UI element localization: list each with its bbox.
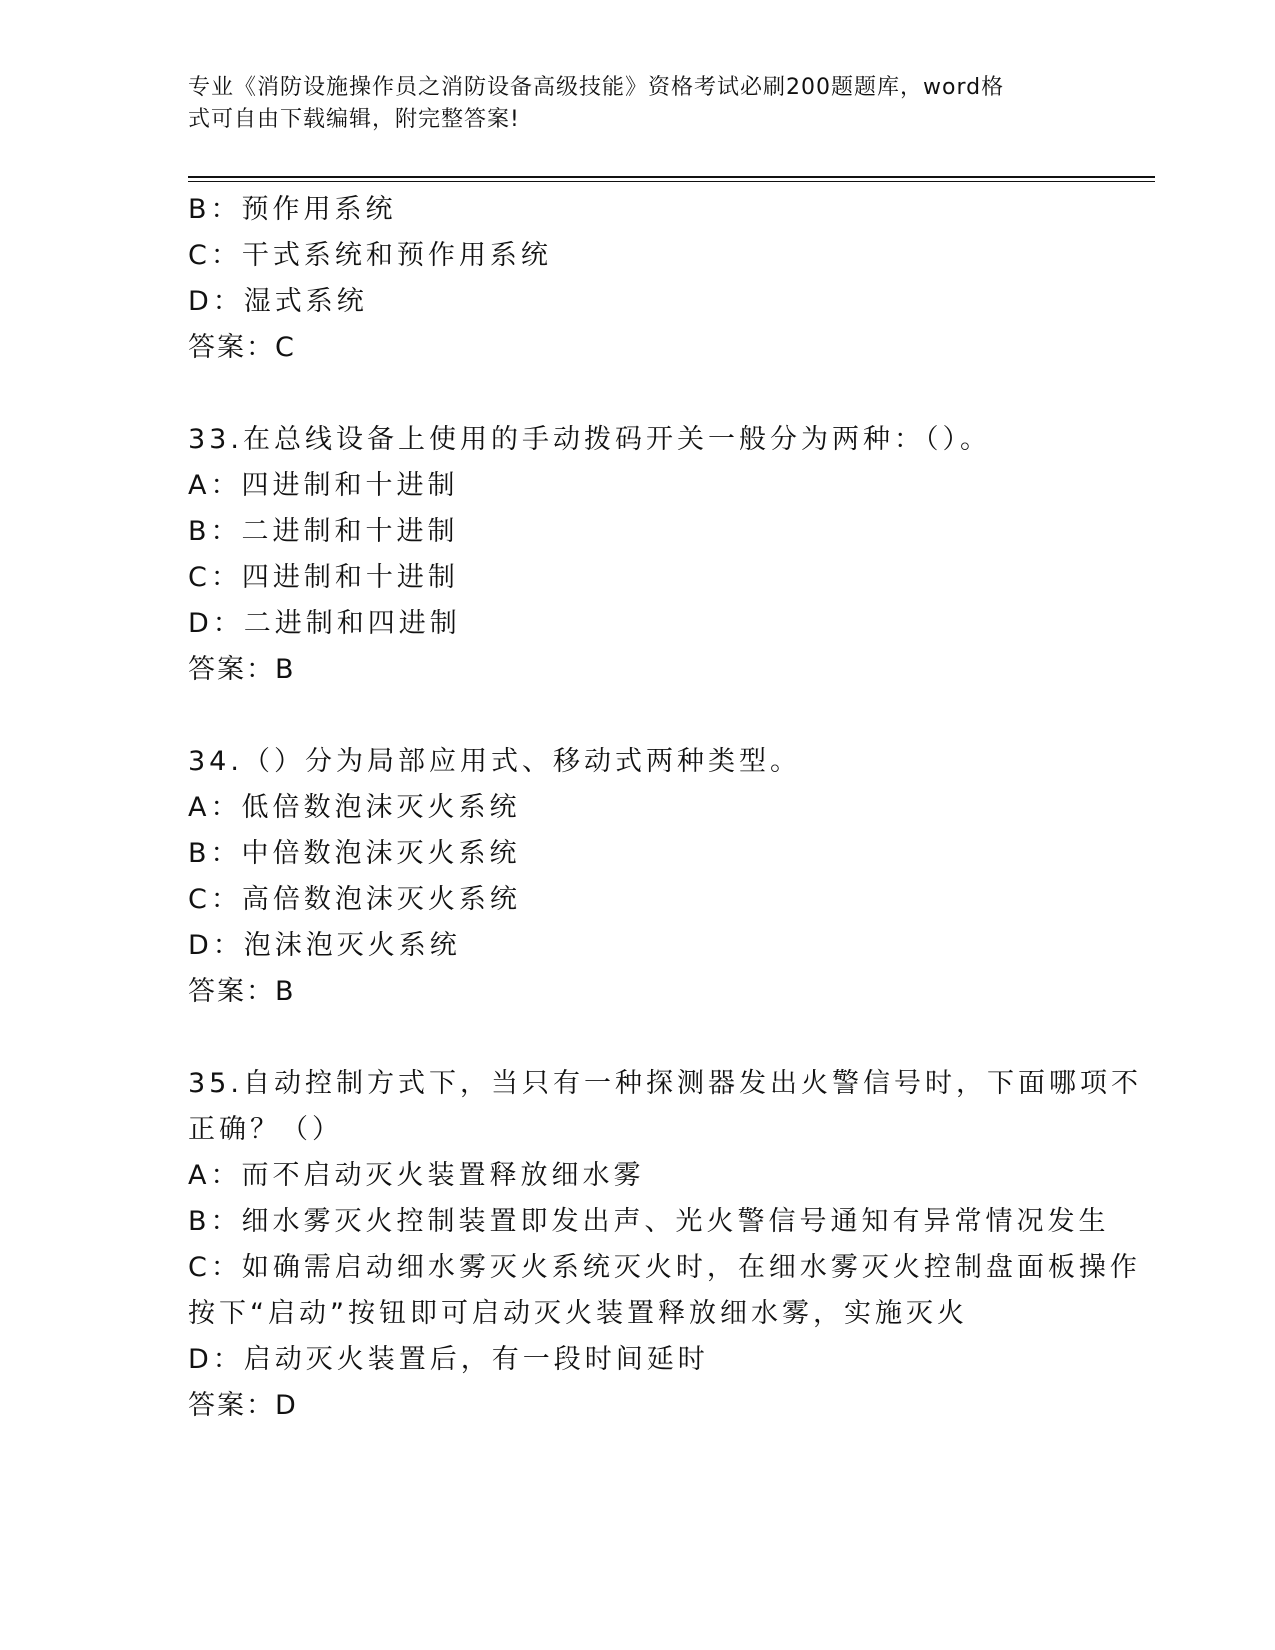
option-d: D：二进制和四进制 — [188, 608, 461, 639]
header-divider-thick — [188, 176, 1155, 178]
option-b: B：中倍数泡沫灭火系统 — [188, 838, 521, 869]
option-d: D：启动灭火装置后，有一段时间延时 — [188, 1344, 709, 1375]
answer-line: 答案：D — [188, 1390, 298, 1421]
question-block-33 — [188, 417, 1088, 693]
question-block-35 — [188, 1061, 1142, 1429]
option-b: B：二进制和十进制 — [188, 516, 459, 547]
option-a: A：四进制和十进制 — [188, 470, 459, 501]
option-a: A：低倍数泡沫灭火系统 — [188, 792, 521, 823]
question-stem-line-1: 35.自动控制方式下，当只有一种探测器发出火警信号时，下面哪项不 — [188, 1068, 1142, 1099]
question-stem-line-2: 正确？（） — [188, 1114, 343, 1145]
option-c: C：高倍数泡沫灭火系统 — [188, 884, 521, 915]
option-c: C：四进制和十进制 — [188, 562, 459, 593]
answer-line: 答案：B — [188, 976, 296, 1007]
question-stem: 34.（）分为局部应用式、移动式两种类型。 — [188, 746, 801, 777]
document-body — [188, 187, 1142, 1429]
spacer — [188, 371, 1088, 417]
option-c: C：干式系统和预作用系统 — [188, 240, 552, 271]
spacer — [188, 1015, 1088, 1061]
question-block-32 — [188, 187, 1088, 371]
header-line-1: 专业《消防设施操作员之消防设备高级技能》资格考试必刷200题题库，word格 — [188, 75, 1005, 100]
header-divider-thin — [188, 181, 1155, 182]
question-stem: 33.在总线设备上使用的手动拨码开关一般分为两种：（）。 — [188, 424, 991, 455]
option-c-continued: 按下“启动”按钮即可启动灭火装置释放细水雾，实施灭火 — [188, 1298, 968, 1329]
option-b: B：细水雾灭火控制装置即发出声、光火警信号通知有异常情况发生 — [188, 1206, 1110, 1237]
answer-line: 答案：C — [188, 332, 296, 363]
option-d: D：湿式系统 — [188, 286, 368, 317]
header-line-2: 式可自由下载编辑，附完整答案! — [188, 107, 520, 132]
question-block-34 — [188, 739, 1088, 1015]
option-d: D：泡沫泡灭火系统 — [188, 930, 461, 961]
option-c: C：如确需启动细水雾灭火系统灭火时，在细水雾灭火控制盘面板操作 — [188, 1252, 1141, 1283]
spacer — [188, 693, 1088, 739]
option-b: B：预作用系统 — [188, 194, 397, 225]
answer-line: 答案：B — [188, 654, 296, 685]
option-a: A：而不启动灭火装置释放细水雾 — [188, 1160, 645, 1191]
document-header — [188, 72, 1088, 136]
